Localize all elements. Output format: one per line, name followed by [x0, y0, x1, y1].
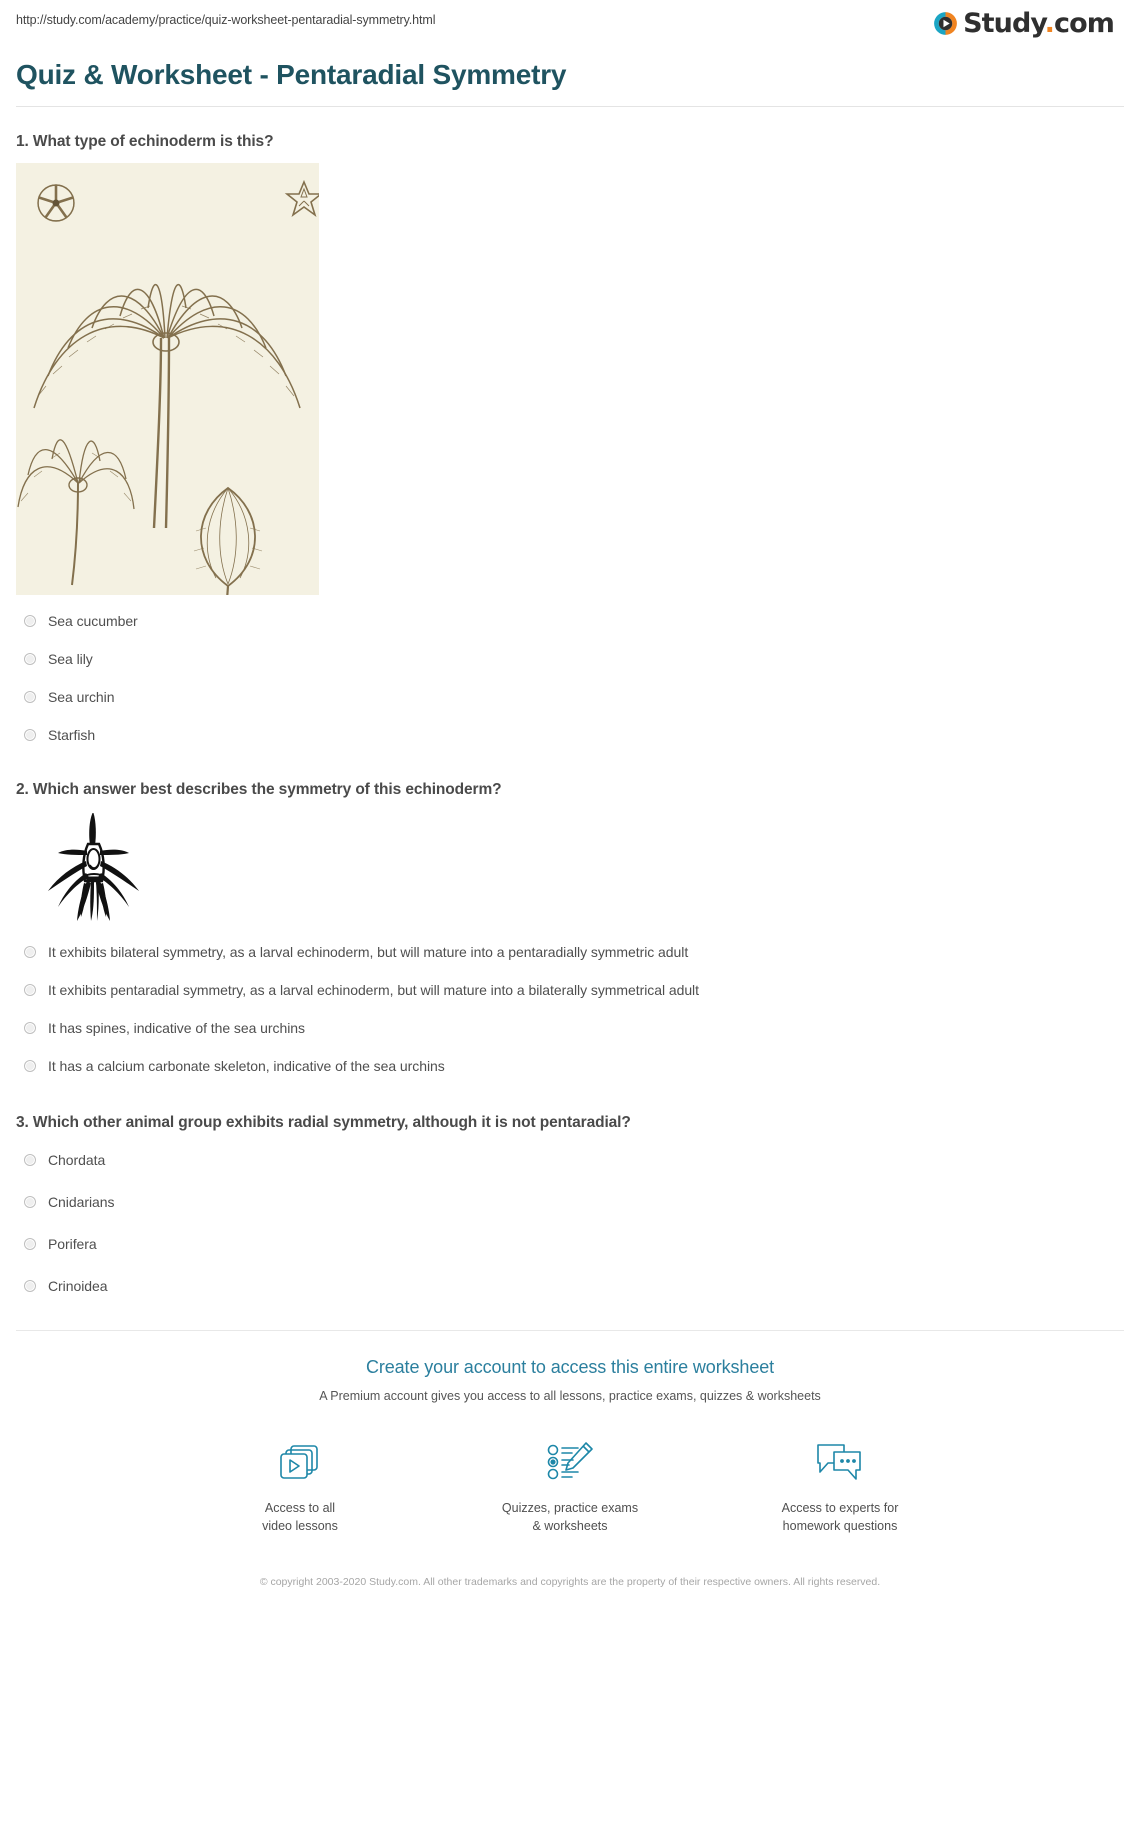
- question-3: [16, 1112, 1124, 1298]
- option-label: It has spines, indicative of the sea urchins: [48, 1020, 305, 1036]
- cta-title: Create your account to access this entire worksheet: [365, 1357, 775, 1377]
- option-label: It has a calcium carbonate skeleton, indicative of the sea urchins: [48, 1058, 445, 1074]
- option-row[interactable]: [16, 1190, 1124, 1214]
- option-row[interactable]: [16, 978, 1124, 1002]
- question-2-text: 2. Which answer best describes the symmetry of this echinoderm?: [16, 781, 502, 798]
- logo-word-tld: com: [1054, 8, 1114, 39]
- option-label: Sea lily: [48, 651, 93, 667]
- page-title: Quiz & Worksheet - Pentaradial Symmetry: [16, 59, 567, 90]
- question-2-figure: [40, 811, 1124, 926]
- upsell-section: [16, 1331, 1124, 1590]
- radio-button-icon[interactable]: [24, 1154, 36, 1166]
- radio-button-icon[interactable]: [24, 984, 36, 996]
- option-row[interactable]: [16, 647, 1124, 671]
- question-3-text: 3. Which other animal group exhibits radial symmetry, although it is not pentaradial?: [16, 1114, 631, 1131]
- benefit-line-1: Access to experts for: [781, 1501, 899, 1515]
- logo-word-main: Study: [963, 8, 1045, 39]
- benefit-label: [782, 1499, 899, 1535]
- studycom-logo: [932, 10, 1124, 37]
- title-divider: [16, 106, 1124, 107]
- benefit-item-video-lessons: [205, 1439, 395, 1535]
- option-row[interactable]: [16, 940, 1124, 964]
- chat-bubbles-icon: [814, 1439, 866, 1487]
- option-label: Porifera: [48, 1236, 97, 1252]
- quiz-checklist-pencil-icon: [545, 1439, 595, 1487]
- option-label: It exhibits bilateral symmetry, as a larval echinoderm, but will mature into a pentaradially symmetric adult: [48, 944, 689, 960]
- benefit-line-1: Quizzes, practice exams: [501, 1501, 639, 1515]
- radio-button-icon[interactable]: [24, 946, 36, 958]
- option-row[interactable]: [16, 609, 1124, 633]
- question-2-options: [16, 940, 1124, 1078]
- logo-wordmark: [963, 10, 1114, 37]
- benefit-label: [262, 1499, 338, 1535]
- benefit-line-1: Access to all: [264, 1501, 336, 1515]
- radio-button-icon[interactable]: [24, 729, 36, 741]
- question-3-options: [16, 1148, 1124, 1298]
- page-url: http://study.com/academy/practice/quiz-worksheet-pentaradial-symmetry.html: [16, 13, 436, 27]
- option-label: Starfish: [48, 727, 96, 743]
- option-row[interactable]: [16, 685, 1124, 709]
- option-row[interactable]: [16, 1148, 1124, 1172]
- benefit-item-quizzes: [475, 1439, 665, 1535]
- option-label: Sea urchin: [48, 689, 115, 705]
- radio-button-icon[interactable]: [24, 653, 36, 665]
- option-label: Chordata: [48, 1152, 106, 1168]
- option-row[interactable]: [16, 723, 1124, 747]
- radio-button-icon[interactable]: [24, 1280, 36, 1292]
- option-row[interactable]: [16, 1016, 1124, 1040]
- echinoderm-larva-diagram: [40, 811, 150, 926]
- copyright-text: © copyright 2003-2020 Study.com. All other trademarks and copyrights are the property of their respective owners. All rights reserved.: [259, 1576, 881, 1588]
- benefit-label: [502, 1499, 638, 1535]
- crinoid-sea-lily-plate-image: [16, 163, 319, 595]
- option-label: Cnidarians: [48, 1194, 115, 1210]
- logo-word-dot: .: [1044, 8, 1054, 39]
- video-play-stack-icon: [276, 1439, 324, 1487]
- option-label: Sea cucumber: [48, 613, 138, 629]
- question-1-figure: [16, 163, 1124, 595]
- benefit-line-2: homework questions: [782, 1519, 898, 1533]
- question-1: [16, 131, 1124, 747]
- question-1-options: [16, 609, 1124, 747]
- radio-button-icon[interactable]: [24, 615, 36, 627]
- benefit-line-2: & worksheets: [532, 1519, 608, 1533]
- cta-subtitle: A Premium account gives you access to all lessons, practice exams, quizzes & worksheets: [319, 1389, 821, 1403]
- benefits-list: [16, 1439, 1124, 1535]
- option-row[interactable]: [16, 1274, 1124, 1298]
- question-2: [16, 779, 1124, 1078]
- benefit-line-2: video lessons: [262, 1519, 338, 1533]
- option-row[interactable]: [16, 1054, 1124, 1078]
- option-label: It exhibits pentaradial symmetry, as a larval echinoderm, but will mature into a bilaterally symmetrical adult: [48, 982, 699, 998]
- radio-button-icon[interactable]: [24, 1238, 36, 1250]
- print-header: [16, 0, 1124, 44]
- play-circle-icon: [932, 10, 959, 37]
- benefit-item-experts: [745, 1439, 935, 1535]
- radio-button-icon[interactable]: [24, 1060, 36, 1072]
- radio-button-icon[interactable]: [24, 1022, 36, 1034]
- question-1-text: 1. What type of echinoderm is this?: [16, 133, 274, 150]
- option-label: Crinoidea: [48, 1278, 108, 1294]
- radio-button-icon[interactable]: [24, 691, 36, 703]
- radio-button-icon[interactable]: [24, 1196, 36, 1208]
- option-row[interactable]: [16, 1232, 1124, 1256]
